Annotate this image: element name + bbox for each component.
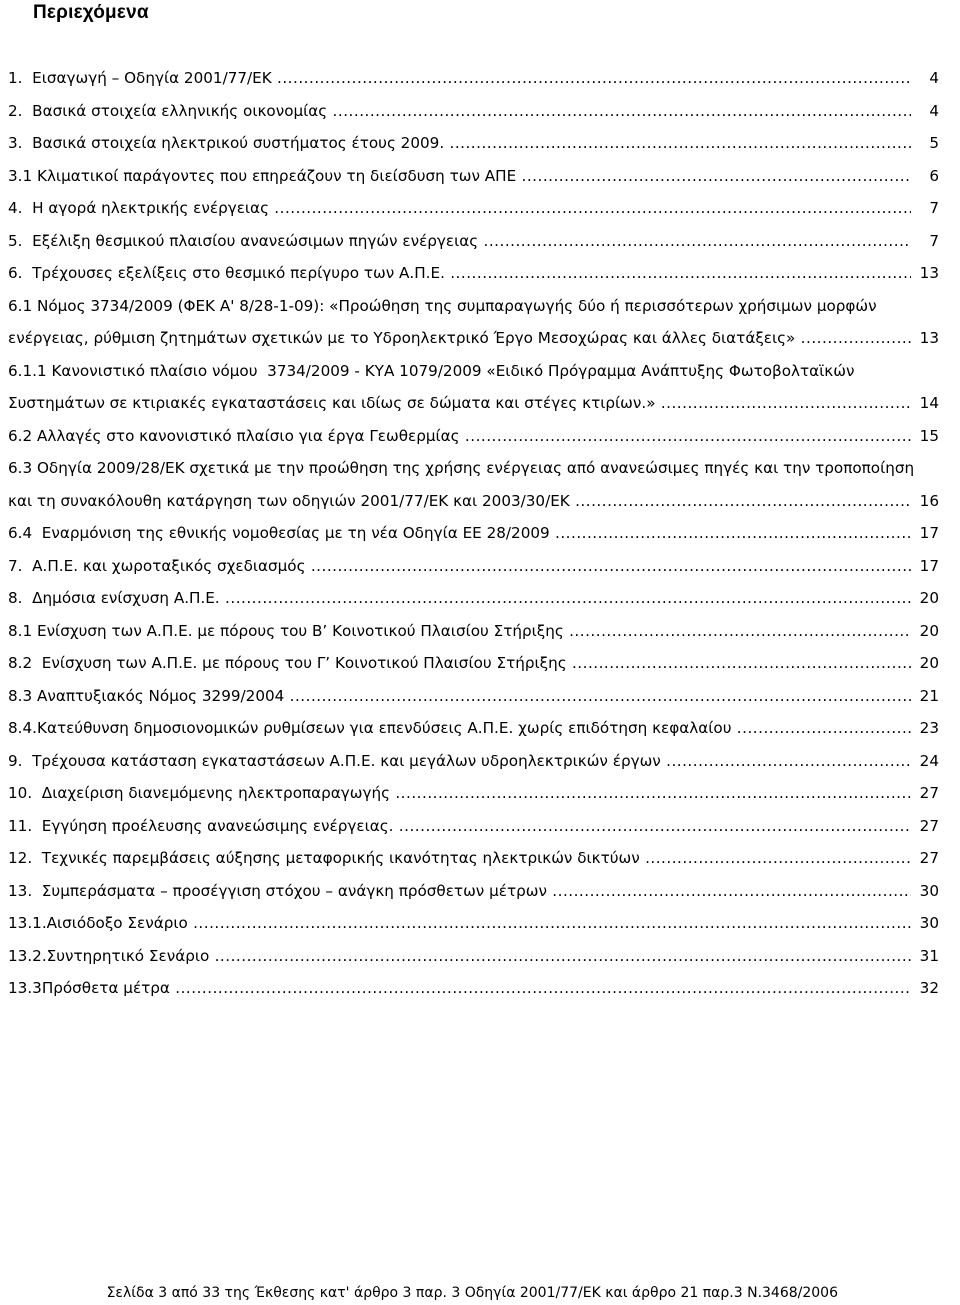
toc-entry[interactable]: [8, 517, 939, 550]
toc-entry[interactable]: [8, 777, 939, 810]
toc-entry-title: 6.3 Οδηγία 2009/28/ΕΚ σχετικά με την προώθηση της χρήσης ενέργειας από ανανεώσιμες πηγές και την τροποποίηση: [8, 459, 915, 477]
toc-entry[interactable]: [8, 257, 939, 290]
toc-entry-title: 3.1 Κλιματικοί παράγοντες που επηρεάζουν τη διείσδυση των ΑΠΕ: [8, 166, 517, 185]
toc-entry[interactable]: [8, 615, 939, 648]
toc-entry[interactable]: [8, 875, 939, 908]
toc-entry-page-number: 14: [919, 394, 939, 412]
toc-entry-title: 12. Τεχνικές παρεμβάσεις αύξησης μεταφορικής ικανότητας ηλεκτρικών δικτύων: [8, 849, 640, 867]
toc-entry-page-number: 31: [919, 946, 939, 965]
toc-entry-title: 6.2 Αλλαγές στο κανονιστικό πλαίσιο για έργα Γεωθερμίας: [8, 426, 460, 445]
page-footer: Σελίδα 3 από 33 της Έκθεσης κατ' άρθρο 3 παρ. 3 Οδηγία 2001/77/ΕΚ και άρθρο 21 παρ.3 Ν.3468/2006: [106, 1285, 838, 1301]
toc-entry[interactable]: [8, 192, 939, 225]
toc-entry-page-number: 5: [929, 134, 939, 152]
toc-entry[interactable]: [8, 907, 939, 940]
toc-entry-title: 6. Τρέχουσες εξελίξεις στο θεσμικό περίγυρο των Α.Π.Ε.: [8, 264, 445, 282]
toc-entry-page-number: 15: [919, 426, 939, 445]
toc-entry[interactable]: [8, 127, 939, 160]
toc-entry-title: 13.2.Συντηρητικό Σενάριο: [8, 946, 210, 965]
toc-entry-page-number: 32: [919, 979, 939, 997]
toc-entry-page-number: 30: [919, 881, 939, 900]
toc-entry-page-number: 20: [919, 589, 939, 607]
toc-entry-title: ενέργειας, ρύθμιση ζητημάτων σχετικών με το Υδροηλεκτρικό Έργο Μεσοχώρας και άλλες διατάξεις»: [8, 329, 796, 347]
toc-entry[interactable]: [8, 290, 939, 355]
toc-entry[interactable]: [8, 745, 939, 778]
toc-entry[interactable]: [8, 452, 939, 517]
toc-entry-page-number: 13: [919, 329, 939, 347]
toc-entry-page-number: 13: [919, 264, 939, 282]
toc-entry[interactable]: [8, 355, 939, 420]
toc-entry-page-number: 27: [919, 816, 939, 835]
toc-entry-page-number: 20: [919, 621, 939, 640]
toc-entry-title: 8.4.Κατεύθυνση δημοσιονομικών ρυθμίσεων για επενδύσεις Α.Π.Ε. χωρίς επιδότηση κεφαλαίου: [8, 719, 732, 737]
page-title: Περιεχόμενα: [33, 2, 149, 23]
toc-entry-title: 10. Διαχείριση διανεμόμενης ηλεκτροπαραγωγής: [8, 784, 391, 802]
toc-entry[interactable]: [8, 972, 939, 1005]
toc-entry-page-number: 27: [919, 784, 939, 802]
toc-entry-page-number: 6: [929, 166, 939, 185]
toc-entry[interactable]: [8, 712, 939, 745]
toc-entry-title: 3. Βασικά στοιχεία ηλεκτρικού συστήματος έτους 2009.: [8, 134, 445, 152]
toc-entry-title: 1. Εισαγωγή – Οδηγία 2001/77/ΕΚ: [8, 69, 272, 87]
toc-entry-page-number: 16: [919, 491, 939, 510]
toc-entry-page-number: 23: [919, 719, 939, 737]
toc-entry-title: 6.1.1 Κανονιστικό πλαίσιο νόμου 3734/2009 - ΚΥΑ 1079/2009 «Ειδικό Πρόγραμμα Ανάπτυξης Φωτοβολταϊκών: [8, 361, 855, 380]
table-of-contents: [8, 62, 939, 1005]
toc-entry[interactable]: [8, 582, 939, 615]
toc-entry-title: 7. Α.Π.Ε. και χωροταξικός σχεδιασμός: [8, 556, 306, 575]
toc-entry[interactable]: [8, 550, 939, 583]
toc-entry-title: 11. Εγγύηση προέλευσης ανανεώσιμης ενέργειας.: [8, 816, 394, 835]
toc-entry-title: 13. Συμπεράσματα – προσέγγιση στόχου – ανάγκη πρόσθετων μέτρων: [8, 881, 547, 900]
toc-entry-title: 6.1 Νόμος 3734/2009 (ΦΕΚ Α' 8/28-1-09): «Προώθηση της συμπαραγωγής δύο ή περισσότερων χρήσιμων μορφών: [8, 296, 877, 315]
toc-entry-page-number: 4: [929, 101, 939, 120]
toc-entry[interactable]: [8, 225, 939, 258]
toc-entry-title: 6.4 Εναρμόνιση της εθνικής νομοθεσίας με τη νέα Οδηγία ΕΕ 28/2009: [8, 524, 550, 542]
toc-entry-title: 13.3Πρόσθετα μέτρα: [8, 979, 170, 997]
toc-entry-page-number: 17: [919, 556, 939, 575]
toc-entry-title: Συστημάτων σε κτιριακές εγκαταστάσεις και ιδίως σε δώματα και στέγες κτιρίων.»: [8, 394, 656, 412]
toc-entry-page-number: 21: [919, 686, 939, 705]
toc-entry[interactable]: [8, 940, 939, 973]
toc-entry-title: 8.1 Ενίσχυση των Α.Π.Ε. με πόρους του Β’ Κοινοτικού Πλαισίου Στήριξης: [8, 621, 564, 640]
toc-entry[interactable]: [8, 680, 939, 713]
toc-entry-title: 9. Τρέχουσα κατάσταση εγκαταστάσεων Α.Π.Ε. και μεγάλων υδροηλεκτρικών έργων: [8, 751, 661, 770]
toc-entry-title: 4. Η αγορά ηλεκτρικής ενέργειας: [8, 199, 269, 217]
toc-entry-title: 8. Δημόσια ενίσχυση Α.Π.Ε.: [8, 589, 220, 607]
toc-entry-page-number: 27: [919, 849, 939, 867]
toc-entry-page-number: 20: [919, 654, 939, 672]
toc-entry-title: 5. Εξέλιξη θεσμικού πλαισίου ανανεώσιμων πηγών ενέργειας: [8, 231, 479, 250]
toc-entry[interactable]: [8, 62, 939, 95]
toc-entry[interactable]: [8, 842, 939, 875]
toc-entry[interactable]: [8, 95, 939, 128]
toc-entry-page-number: 30: [919, 914, 939, 932]
toc-entry-page-number: 7: [929, 199, 939, 217]
toc-entry-page-number: 4: [929, 69, 939, 87]
toc-entry-title: 2. Βασικά στοιχεία ελληνικής οικονομίας: [8, 101, 328, 120]
toc-entry-title: και τη συνακόλουθη κατάργηση των οδηγιών 2001/77/ΕΚ και 2003/30/ΕΚ: [8, 491, 570, 510]
toc-entry[interactable]: [8, 647, 939, 680]
toc-entry-page-number: 7: [929, 231, 939, 250]
toc-entry-title: 13.1.Αισιόδοξο Σενάριο: [8, 914, 188, 932]
toc-entry-page-number: 17: [919, 524, 939, 542]
toc-entry-page-number: 24: [919, 751, 939, 770]
toc-entry-title: 8.2 Ενίσχυση των Α.Π.Ε. με πόρους του Γ’ Κοινοτικού Πλαισίου Στήριξης: [8, 654, 567, 672]
toc-entry[interactable]: [8, 810, 939, 843]
toc-entry[interactable]: [8, 160, 939, 193]
toc-entry[interactable]: [8, 420, 939, 453]
toc-entry-title: 8.3 Αναπτυξιακός Νόμος 3299/2004: [8, 686, 285, 705]
